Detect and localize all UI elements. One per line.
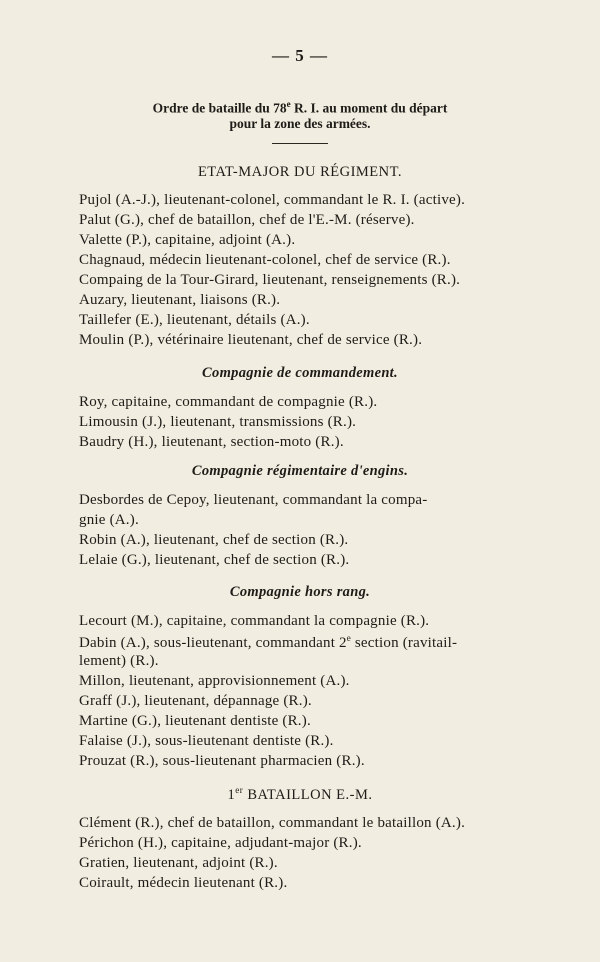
roster-line: Compaing de la Tour-Girard, lieutenant, renseignements (R.). (79, 272, 461, 288)
title-text-b: R. I. au moment du départ (290, 100, 448, 116)
roster-line: Lelaie (G.), lieutenant, chef de section (R.). (79, 552, 350, 568)
roster-line: Baudry (H.), lieutenant, section-moto (R.). (79, 434, 344, 450)
heading-text-b: BATAILLON E.-M. (243, 786, 373, 803)
roster-line: Pujol (A.-J.), lieutenant-colonel, commandant le R. I. (active). (79, 192, 466, 208)
roster-line: lement) (R.). (79, 653, 159, 669)
heading-text-a: 1 (227, 786, 236, 803)
section-heading-compagnie-engins: Compagnie régimentaire d'engins. (191, 463, 409, 479)
roster-line: Clément (R.), chef de bataillon, commandant le bataillon (A.). (79, 815, 466, 831)
title-divider (272, 143, 328, 144)
roster-line: Limousin (J.), lieutenant, transmissions (R.). (79, 414, 357, 430)
section-heading-bataillon (0, 785, 600, 804)
section-heading-compagnie-commandement: Compagnie de commandement. (202, 365, 398, 381)
roster-line: Coirault, médecin lieutenant (R.). (79, 875, 288, 891)
roster-line: Millon, lieutenant, approvisionnement (A.). (79, 673, 350, 689)
title-superscript: e (286, 99, 291, 109)
roster-line: Périchon (H.), capitaine, adjudant-major (R.). (79, 835, 362, 851)
roster-line: Moulin (P.), vétérinaire lieutenant, chef de service (R.). (79, 332, 423, 348)
roster-line: Gratien, lieutenant, adjoint (R.). (79, 855, 278, 871)
roster-line: Graff (J.), lieutenant, dépannage (R.). (79, 693, 312, 709)
roster-line: Roy, capitaine, commandant de compagnie (R.). (79, 394, 378, 410)
roster-line: Prouzat (R.), sous-lieutenant pharmacien (R.). (79, 753, 365, 769)
roster-line: Palut (G.), chef de bataillon, chef de l'E.-M. (réserve). (79, 212, 415, 228)
roster-line: Lecourt (M.), capitaine, commandant la compagnie (R.). (79, 613, 430, 629)
roster-line: Robin (A.), lieutenant, chef de section (R.). (79, 532, 349, 548)
roster-line: Desbordes de Cepoy, lieutenant, commandant la compa- (79, 492, 428, 508)
section-heading-compagnie-hors-rang: Compagnie hors rang. (229, 584, 371, 600)
roster-line: gnie (A.). (79, 512, 139, 528)
heading-superscript: er (235, 785, 244, 795)
page-number: — 5 — (272, 46, 328, 65)
ordinal-superscript: e (346, 633, 351, 643)
roster-line: Chagnaud, médecin lieutenant-colonel, chef de service (R.). (79, 252, 451, 268)
roster-text: Dabin (A.), sous-lieutenant, commandant 2 (79, 635, 347, 651)
title-text-a: Ordre de bataille du 78 (152, 100, 287, 116)
roster-line: Martine (G.), lieutenant dentiste (R.). (79, 713, 311, 729)
roster-line: Falaise (J.), sous-lieutenant dentiste (R.). (79, 733, 334, 749)
roster-line: Valette (P.), capitaine, adjoint (A.). (79, 232, 296, 248)
section-heading-etat-major: ETAT-MAJOR DU RÉGIMENT. (197, 164, 403, 180)
roster-line: Taillefer (E.), lieutenant, détails (A.). (79, 312, 310, 328)
document-title-line-2: pour la zone des armées. (229, 116, 371, 131)
roster-line: Auzary, lieutenant, liaisons (R.). (79, 292, 281, 308)
roster-line-dabin (79, 633, 457, 652)
roster-text: section (ravitail- (350, 635, 458, 651)
